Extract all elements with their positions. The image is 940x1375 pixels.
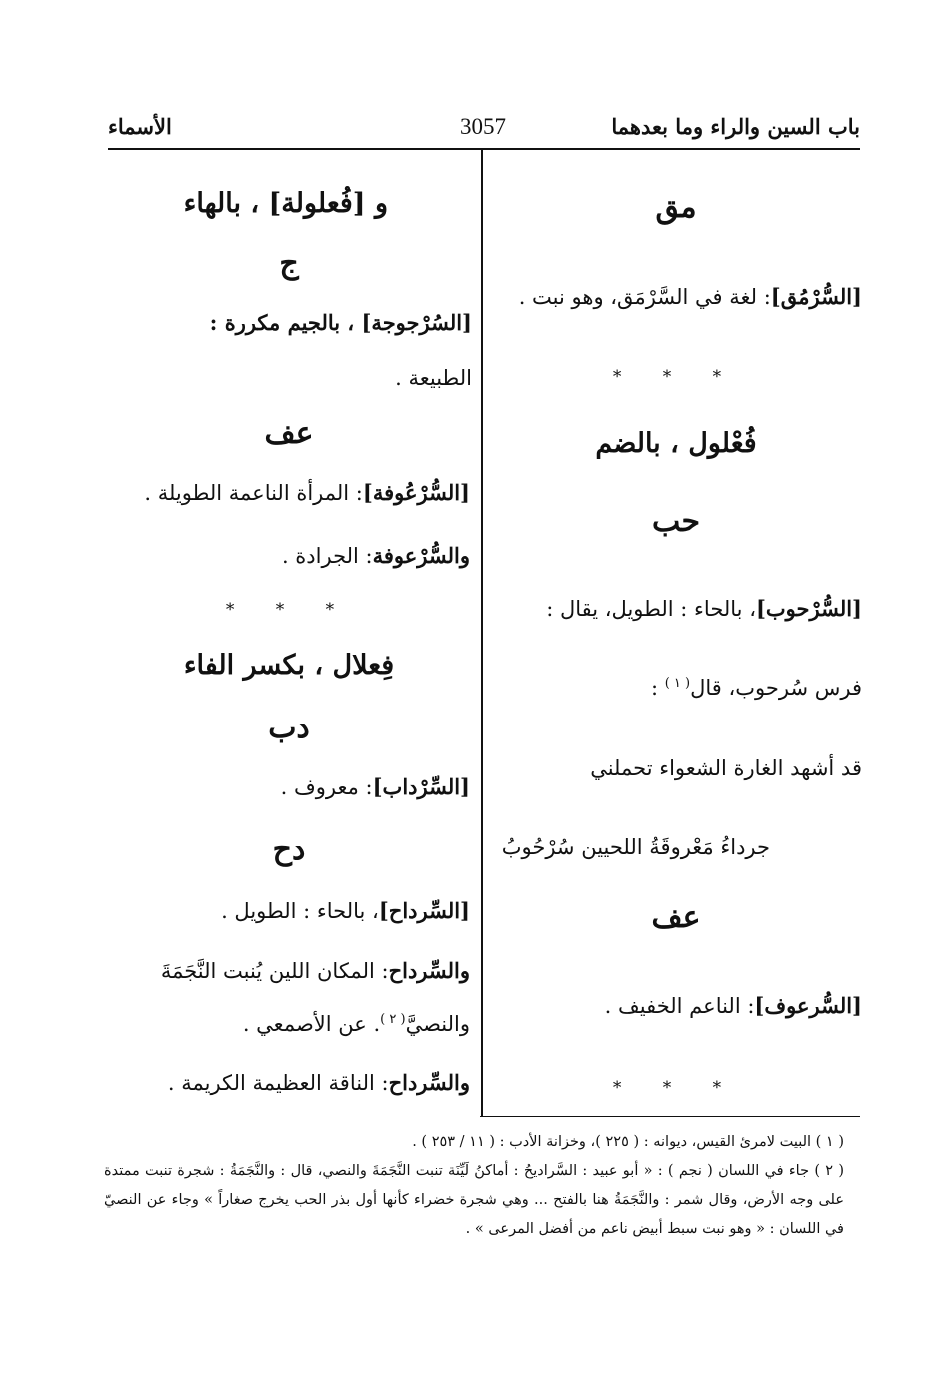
entry-text: : الناقة العظيمة الكريمة . bbox=[167, 1071, 389, 1095]
entry-headword: [السُرْجوجة] ، بالجيم مكررة : bbox=[209, 310, 472, 335]
footnote-ref: ( ٢ ) bbox=[380, 1012, 406, 1027]
entry-text: والنصيَّ bbox=[405, 1012, 470, 1036]
chapter-title: باب السين والراء وما بعدهما bbox=[611, 114, 860, 139]
footnote: ( ١ ) البيت لامرئ القيس، ديوانه : ( ٢٢٥ )، وخزانة الأدب : ( ١١ / ٢٥٣ ) . bbox=[412, 1134, 844, 1150]
entry-headword: [السِّرْداب] bbox=[372, 774, 470, 799]
entry-text: : المكان اللين يُنبت النَّجَمَةَ bbox=[160, 959, 389, 983]
page-header bbox=[108, 112, 860, 148]
page-number: 3057 bbox=[460, 114, 506, 139]
entry-text: : الجرادة . bbox=[281, 544, 373, 568]
entry bbox=[106, 310, 472, 335]
entry-headword: والسِّرداح bbox=[388, 1070, 470, 1095]
footnote-rule bbox=[480, 1116, 860, 1117]
root-heading: دح bbox=[272, 832, 306, 867]
separator-stars: * * * bbox=[225, 600, 353, 620]
section-name: الأسماء bbox=[108, 114, 172, 139]
root-heading: عف bbox=[264, 416, 314, 451]
entry-headword: والسِّرداح bbox=[388, 958, 470, 983]
entry bbox=[106, 774, 470, 799]
root-heading: دب bbox=[268, 710, 310, 745]
entry-text: ، بالحاء : الطويل، يقال : bbox=[546, 597, 756, 621]
root-heading: حب bbox=[651, 504, 700, 539]
root-heading: ج bbox=[279, 246, 299, 281]
entry-text: : الناعم الخفيف . bbox=[604, 994, 755, 1018]
header-rule bbox=[108, 148, 860, 150]
entry-text: . عن الأصمعي . bbox=[242, 1012, 381, 1036]
entry-headword: [السُّرْحوب] bbox=[755, 596, 862, 621]
entry-text: فرس سُرحوب، قال bbox=[690, 676, 862, 700]
footnote-ref: ( ١ ) bbox=[664, 676, 691, 691]
section-heading: فِعلال ، بكسر الفاء bbox=[183, 650, 395, 681]
entry bbox=[106, 1070, 470, 1095]
entry bbox=[106, 480, 470, 505]
footnote: ( ٢ ) جاء في اللسان ( نجم ) : « أبو عبيد : السَّراديحُ : أماكنُ لَيِّنَة تنبت النَّجَمَةَ والنصي، قال : والنَّجَمَةُ : شجرة تنبت ممتدة على وجه الأرض، وقال شمر : والنَّجَمَةُ هنا بالفتح ... وهي شجرة خضراء كأنها أول بذر الحب يخرج صغاراً » وجاء عن النصيّ في اللسان : « وهو نبت سبط أبيض ناعم من أفضل المرعى » . bbox=[104, 1163, 844, 1237]
column-divider bbox=[481, 150, 483, 1116]
entry-text: : لغة في السَّرْمَق، وهو نبت . bbox=[518, 285, 771, 309]
verse-line: قد أشهد الغارة الشعواء تحملني bbox=[590, 756, 862, 780]
root-heading: مق bbox=[655, 190, 697, 225]
entry bbox=[490, 284, 862, 309]
entry bbox=[490, 596, 862, 621]
entry-headword: [السُّرْعُوفة] bbox=[362, 480, 470, 505]
entry bbox=[490, 993, 862, 1018]
entry-continuation: الطبيعة . bbox=[395, 366, 472, 390]
entry-text: : bbox=[650, 676, 659, 700]
separator-stars: * * * bbox=[612, 367, 740, 387]
entry bbox=[106, 543, 470, 568]
entry-continuation bbox=[490, 676, 862, 700]
entry-text: ، بالحاء : الطويل . bbox=[221, 899, 379, 923]
entry-text: : المرأة الناعمة الطويلة . bbox=[144, 481, 363, 505]
entry-headword: [السُّرْمُق] bbox=[770, 284, 862, 309]
section-heading: و [فُعلولة] ، بالهاء bbox=[183, 188, 388, 219]
footnotes bbox=[104, 1128, 844, 1244]
entry-headword: [السِّرداح] bbox=[378, 898, 470, 923]
root-heading: عف bbox=[651, 900, 701, 935]
entry-text: : معروف . bbox=[280, 775, 373, 799]
entry-headword: [السُّرعوف] bbox=[754, 993, 862, 1018]
entry-continuation bbox=[106, 1012, 470, 1036]
verse-line: جرداءُ مَعْروقَةُ اللحيين سُرْحُوبُ bbox=[501, 835, 770, 859]
entry-headword: والسُّرْعوفة bbox=[372, 543, 470, 568]
separator-stars: * * * bbox=[612, 1078, 740, 1098]
section-heading: فُعْلول ، بالضم bbox=[595, 428, 757, 459]
entry bbox=[106, 958, 470, 983]
entry bbox=[106, 898, 470, 923]
